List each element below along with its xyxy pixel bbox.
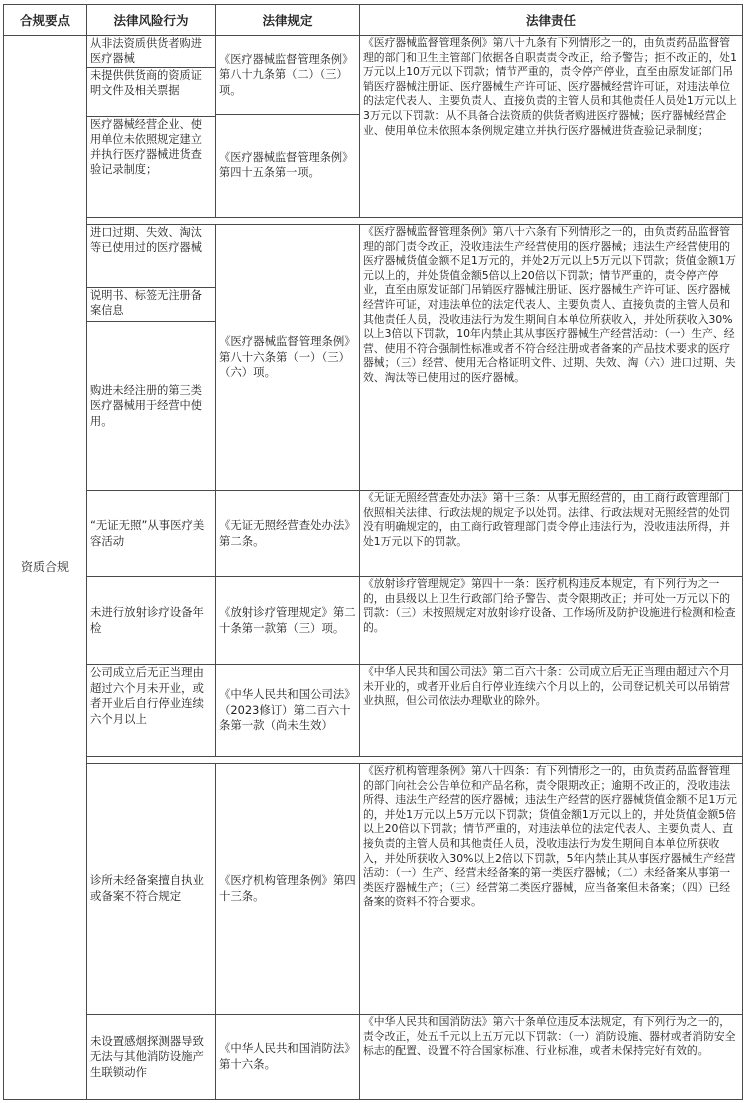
table-row	[4, 36, 743, 218]
regulation-cell: 《无证无照经营查处办法》第二条。	[216, 491, 360, 577]
header-regulation: 法律规定	[216, 5, 360, 36]
gap-row	[4, 757, 743, 764]
risk-item: 未提供供货商的资质证明文件及相关票据	[87, 68, 215, 117]
risk-item: 从非法资质供货者购进医疗器械	[87, 36, 215, 68]
regulation-cell: 《医疗器械监督管理条例》第八十六条第（一）（三）（六）项。	[216, 225, 360, 491]
category-cell: 资质合规	[4, 36, 87, 1100]
header-liability: 法律责任	[360, 5, 743, 36]
table-header-row	[4, 5, 743, 36]
risk-item: 进口过期、失效、淘汰等已使用过的医疗器械	[87, 225, 215, 288]
gap-row	[4, 218, 743, 225]
table-row	[4, 491, 743, 577]
risk-cell: 诊所未经备案擅自执业或备案不符合规定	[87, 764, 216, 1015]
regulation-cell: 《医疗机构管理条例》第四十三条。	[216, 764, 360, 1015]
liability-cell: 《医疗器械监督管理条例》第八十六条有下列情形之一的，由负责药品监督管理的部门责令改正，没收违法生产经营使用的医疗器械；违法生产经营使用的医疗器械货值金额不足1万元的，并处2万元以上5万元以下罚款；货值金额1万元以上的，并处货值金额5倍以上20倍以下罚款；情节严重的，责令停产停业，直至由原发证部门吊销医疗器械注册证、医疗器械生产许可证、医疗器械经营许可证，对违法单位的法定代表人、主要负责人、直接负责的主管人员和其他责任人员，没收违法行为发生期间自本单位所获收入，并处所获收入30%以上3倍以下罚款，10年内禁止其从事医疗器械生产经营活动：（一）生产、经营、使用不符合强制性标准或者不符合经注册或者备案的产品技术要求的医疗器械；（三）经营、使用无合格证明文件、过期、失效、淘（六）进口过期、失效、淘汰等已使用过的医疗器械。	[360, 225, 743, 491]
risk-item: 购进未经注册的第三类医疗器械用于经营中使用。	[90, 384, 202, 428]
table-row	[4, 665, 743, 757]
risk-item: 说明书、标签无注册备案信息	[87, 288, 215, 322]
table-row	[4, 1015, 743, 1100]
liability-cell: 《中华人民共和国消防法》第六十条单位违反本法规定，有下列行为之一的，责令改正，处五千元以上五万元以下罚款：（一）消防设施、器材或者消防安全标志的配置、设置不符合国家标准、行业标准，或者未保持完好有效的。	[360, 1015, 743, 1100]
header-category: 合规要点	[4, 5, 87, 36]
compliance-table	[3, 4, 743, 1100]
liability-cell: 《放射诊疗管理规定》第四十一条：医疗机构违反本规定，有下列行为之一的，由县级以上卫生行政部门给予警告、责令限期改正；并可处一万元以下的罚款：（三）未按照规定对放射诊疗设备、工作场所及防护设施进行检测和检查的。	[360, 577, 743, 665]
regulation-cell	[216, 36, 360, 218]
regulation-cell: 《中华人民共和国公司法》（2023修订）第二百六十条第一款（尚未生效）	[216, 665, 360, 757]
header-risk: 法律风险行为	[87, 5, 216, 36]
liability-cell: 《无证无照经营查处办法》第十三条：从事无照经营的，由工商行政管理部门依照相关法律、行政法规的规定予以处罚。法律、行政法规对无照经营的处罚没有明确规定的，由工商行政管理部门责令停止违法行为，没收违法所得，并处1万元以下的罚款。	[360, 491, 743, 577]
liability-cell: 《医疗机构管理条例》第八十四条：有下列情形之一的，由负责药品监督管理的部门向社会公告单位和产品名称，责令限期改正；逾期不改正的，没收违法所得、违法生产经营的医疗器械；违法生产经营的医疗器械货值金额不足1万元的，并处1万元以上5万元以下罚款；货值金额1万元以上的，并处货值金额5倍以上20倍以下罚款；情节严重的，对违法单位的法定代表人、主要负责人、直接负责的主管人员和其他责任人员，没收违法行为发生期间自本单位所获收入，并处所获收入30%以上2倍以下罚款，5年内禁止其从事医疗器械生产经营活动：（一）生产、经营未经备案的第一类医疗器械；（二）未经备案从事第一类医疗器械生产；（三）经营第二类医疗器械，应当备案但未备案；（四）已经备案的资料不符合要求。	[360, 764, 743, 1015]
regulation-cell: 《中华人民共和国消防法》第十六条。	[216, 1015, 360, 1100]
risk-cell	[87, 225, 216, 491]
risk-cell: 未设置感烟探测器导致无法与其他消防设施产生联锁动作	[87, 1015, 216, 1100]
table-row	[4, 764, 743, 1015]
liability-cell: 《医疗器械监督管理条例》第八十九条有下列情形之一的，由负责药品监督管理的部门和卫生主管部门依据各自职责责令改正，给予警告；拒不改正的，处1万元以上10万元以下罚款；情节严重的，责令停产停业，直至由原发证部门吊销医疗器械注册证、医疗器械生产许可证、医疗器械经营许可证，对违法单位的法定代表人、主要负责人、直接负责的主管人员和其他责任人员处1万元以上3万元以下罚款：从不具备合法资质的供货者购进医疗器械；医疗器械经营企业、使用单位未依照本条例规定建立并执行医疗器械进货查验记录制度；	[360, 36, 743, 218]
regulation-text: 《医疗器械监督管理条例》第八十九条第（二）（三）项。	[219, 53, 354, 97]
regulation-text: 《医疗器械监督管理条例》第四十五条第一项。	[219, 150, 354, 179]
risk-cell: 公司成立后无正当理由超过六个月未开业，或者开业后自行停业连续六个月以上	[87, 665, 216, 757]
liability-cell: 《中华人民共和国公司法》第二百六十条：公司成立后无正当理由超过六个月未开业的，或者开业后自行停业连续六个月以上的，公司登记机关可以吊销营业执照，但公司依法办理歇业的除外。	[360, 665, 743, 757]
risk-item: 医疗器械经营企业、使用单位未依照规定建立并执行医疗器械进货查验记录制度；	[90, 118, 202, 177]
table-row	[4, 577, 743, 665]
table-row	[4, 225, 743, 491]
risk-cell	[87, 36, 216, 218]
risk-cell: 未进行放射诊疗设备年检	[87, 577, 216, 665]
risk-cell: “无证无照”从事医疗美容活动	[87, 491, 216, 577]
regulation-cell: 《放射诊疗管理规定》第二十条第一款第（三）项。	[216, 577, 360, 665]
